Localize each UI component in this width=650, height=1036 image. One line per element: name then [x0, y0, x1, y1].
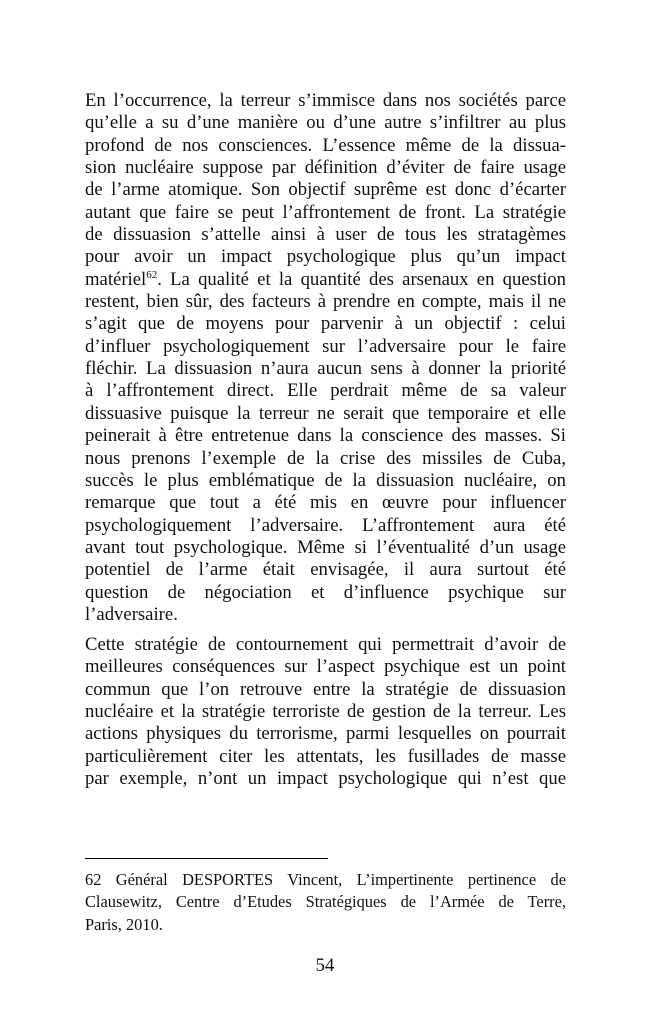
footnote-line: Paris, 2010. — [85, 914, 163, 934]
text-line: psychologiquement l’adversaire. L’affrontement aura été — [85, 514, 566, 536]
text-line: sion nucléaire suppose par définition d’éviter de faire usage — [85, 157, 566, 179]
text-line: de dissuasion s’attelle ainsi à user de tous les stratagèmes — [85, 224, 566, 246]
text-line: de l’arme atomique. Son objectif suprême est donc d’écarter — [85, 179, 566, 201]
text-line: à l’affrontement direct. Elle perdrait même de sa valeur — [85, 380, 566, 402]
footnote-line: Clausewitz, Centre d’Etudes Stratégiques de l’Armée de Terre, — [85, 892, 566, 912]
text-line: Cette stratégie de contournement qui permettrait d’avoir de — [85, 634, 566, 655]
text-line: fléchir. La dissuasion n’aura aucun sens à donner la priorité — [85, 358, 566, 380]
text-line: qu’elle a su d’une manière ou d’une autre s’infiltrer au plus — [85, 112, 566, 134]
text-line: question de négociation et d’influence psychique sur — [85, 581, 566, 603]
paragraph-1 — [85, 90, 566, 626]
footnote — [85, 869, 566, 936]
text-line: En l’occurrence, la terreur s’immisce dans nos sociétés parce — [85, 90, 566, 111]
text-line: d’influer psychologiquement sur l’adversaire pour le faire — [85, 335, 566, 357]
paragraph-2 — [85, 634, 566, 790]
text-line: remarque que tout a été mis en œuvre pour influencer — [85, 492, 566, 514]
text-line: meilleures conséquences sur l’aspect psychique est un point — [85, 656, 566, 678]
text-line: s’agit que de moyens pour parvenir à un objectif : celui — [85, 313, 566, 335]
page-number: 54 — [315, 955, 335, 976]
footnote-reference[interactable]: 62 — [146, 268, 158, 281]
text-line: profond de nos consciences. L’essence même de la dissua- — [85, 134, 566, 156]
text-line: potentiel de l’arme était envisagée, il aura surtout été — [85, 559, 566, 581]
text-line: l’adversaire. — [85, 603, 178, 625]
text-line: peinerait à être entretenue dans la conscience des masses. Si — [85, 425, 566, 447]
text: matériel — [85, 268, 147, 290]
text-line: restent, bien sûr, des facteurs à prendre en compte, mais il ne — [85, 291, 566, 313]
text-line: nous prenons l’exemple de la crise des missiles de Cuba, — [85, 447, 566, 469]
text-line: pour avoir un impact psychologique plus qu’un impact — [85, 246, 566, 268]
text-line: commun que l’on retrouve entre la stratégie de dissuasion — [85, 678, 566, 700]
footnote-line: 62 Général DESPORTES Vincent, L’impertinente pertinence de — [85, 870, 566, 889]
text-line: avant tout psychologique. Même si l’éventualité d’un usage — [85, 536, 566, 558]
text-line: succès le plus emblématique de la dissuasion nucléaire, on — [85, 469, 566, 491]
text-line — [85, 269, 566, 291]
text-line: actions physiques du terrorisme, parmi lesquelles on pourrait — [85, 723, 566, 745]
footnote-separator — [85, 858, 328, 859]
text: . La qualité et la quantité des arsenaux en question — [157, 268, 566, 290]
text-line: particulièrement citer les attentats, les fusillades de masse — [85, 745, 566, 767]
text-line: autant que faire se peut l’affrontement de front. La stratégie — [85, 201, 566, 223]
text-line: par exemple, n’ont un impact psychologique qui n’est que — [85, 768, 566, 790]
text-line: dissuasive puisque la terreur ne serait que temporaire et elle — [85, 402, 566, 424]
text-line: nucléaire et la stratégie terroriste de gestion de la terreur. Les — [85, 701, 566, 723]
